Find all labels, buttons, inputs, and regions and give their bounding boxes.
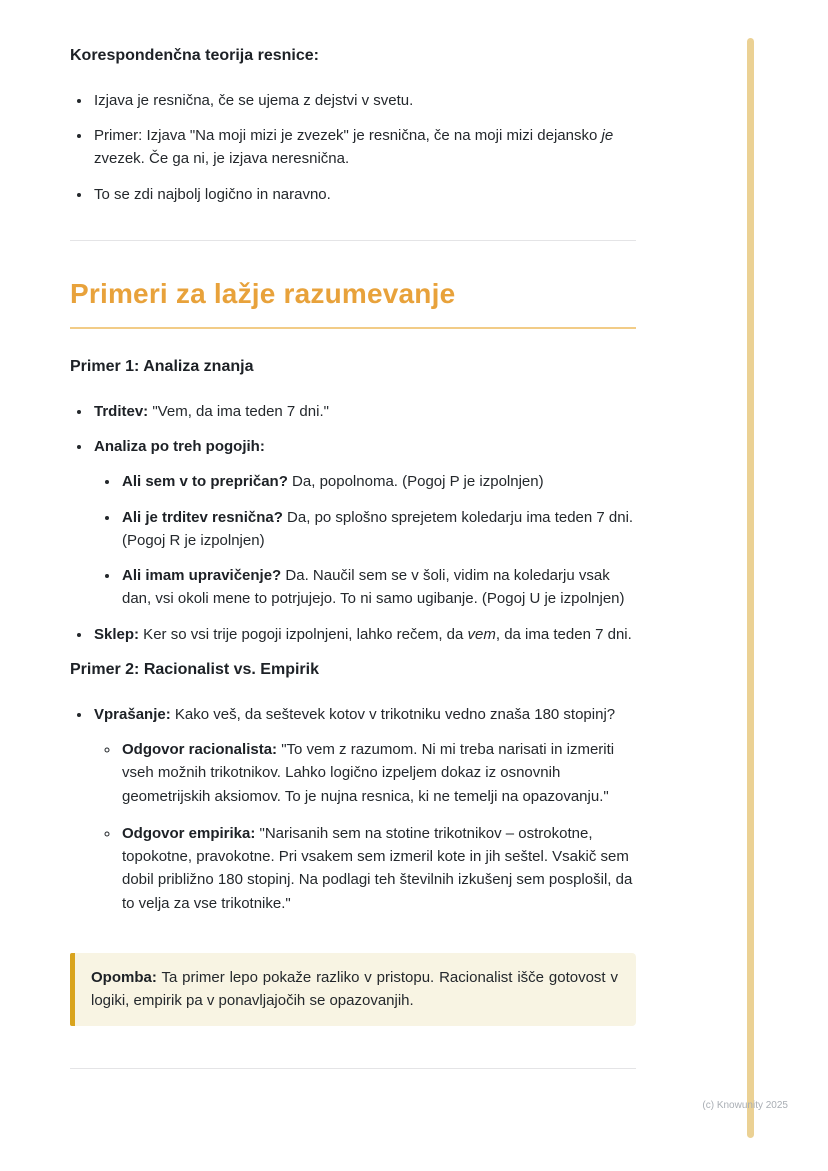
section-heading-primer-1: Primer 1: Analiza znanja	[70, 358, 254, 376]
list-item-text: Izjava je resnična, če se ujema z dejstvi v svetu.	[94, 91, 414, 109]
page-title: Primeri za lažje razumevanje	[70, 272, 636, 329]
list-item-odgovor-empirika	[120, 822, 636, 915]
bold-lead: Sklep:	[94, 625, 140, 643]
list-item-text: Primer: Izjava "Na moji mizi je zvezek" je resnična, če na moji mizi dejansko	[94, 127, 602, 145]
watermark: (c) Knowunity 2025	[702, 1100, 788, 1111]
callout-text: Ta primer lepo pokaže razliko v pristopu. Racionalist išče gotovost v logiki, empirik pa v ponavljajočih se opazovanjih.	[91, 968, 618, 1010]
list-item-text: Kako veš, da seštevek kotov v trikotniku vedno znaša 180 stopinj?	[170, 705, 616, 723]
list-item-sklep	[92, 623, 636, 646]
list-item-pogoj-r	[120, 506, 636, 553]
bold-lead: Ali je trditev resnična?	[122, 508, 283, 526]
list-item-odgovor-racionalista	[120, 738, 636, 808]
section-heading-korespondencna-teorija: Korespondenčna teorija resnice:	[70, 47, 319, 64]
list-item-text: "To vem z razumom. Ni mi treba narisati in izmeriti vseh možnih trikotnikov. Lahko logično izpeljem dokaz iz osnovnih geometrijskih aksiomov. To je nujna resnica, ki ne temelji na opazovanju."	[122, 741, 615, 805]
bold-lead: Ali imam upravičenje?	[122, 567, 282, 585]
bold-lead: Odgovor empirika:	[122, 824, 256, 842]
list-item-trditev	[92, 400, 636, 423]
list-item-text: "Vem, da ima teden 7 dni."	[148, 402, 329, 420]
note-callout	[70, 953, 636, 1027]
bottom-divider	[70, 1068, 636, 1069]
list-item-text: zvezek. Če ga ni, je izjava neresnična.	[94, 150, 350, 168]
intro-list	[70, 89, 636, 206]
list-item-pogoj-u	[120, 564, 636, 611]
primer1-list	[70, 400, 636, 646]
list-item-text: To se zdi najbolj logično in naravno.	[94, 185, 331, 203]
right-accent-bar	[747, 38, 754, 1138]
callout-bold-lead: Opomba:	[91, 968, 157, 986]
list-item	[92, 124, 636, 171]
italic-text: je	[601, 127, 614, 145]
list-item-text: "Narisanih sem na stotine trikotnikov – ostrokotne, topokotne, pravokotne. Pri vsakem sem izmeril kote in jih seštel. Vsakič sem dobil približno 180 stopinj. Na podlagi teh številnih izkušenj sem posplošil, da to velja za vse trikotnike."	[122, 824, 633, 912]
italic-text: vem	[467, 625, 496, 643]
list-item	[92, 89, 636, 112]
list-item-pogoj-p	[120, 470, 636, 493]
list-item-vprasanje	[92, 703, 636, 915]
section-heading-primer-2: Primer 2: Racionalist vs. Empirik	[70, 660, 319, 678]
document-content	[70, 44, 636, 1069]
vprasanje-sublist	[94, 738, 636, 915]
bold-lead: Odgovor racionalista:	[122, 741, 278, 759]
bold-lead: Vprašanje:	[94, 705, 171, 723]
list-item-text: Da. Naučil sem se v šoli, vidim na koledarju vsak dan, vsi okoli mene to potrjujejo. To ni samo ugibanje. (Pogoj U je izpolnjen)	[122, 567, 625, 608]
bold-lead: Analiza po treh pogojih:	[94, 438, 265, 456]
primer2-list	[70, 703, 636, 915]
bold-lead: Ali sem v to prepričan?	[122, 473, 288, 491]
bold-lead: Trditev:	[94, 402, 149, 420]
list-item-text: Da, po splošno sprejetem koledarju ima teden 7 dni. (Pogoj R je izpolnjen)	[122, 508, 634, 549]
list-item	[92, 183, 636, 206]
analiza-sublist	[94, 470, 636, 610]
list-item-text: Ker so vsi trije pogoji izpolnjeni, lahko rečem, da	[139, 625, 468, 643]
divider	[70, 240, 636, 241]
list-item-text: Da, popolnoma. (Pogoj P je izpolnjen)	[287, 473, 544, 491]
list-item-text: , da ima teden 7 dni.	[495, 625, 632, 643]
list-item-analiza	[92, 435, 636, 611]
